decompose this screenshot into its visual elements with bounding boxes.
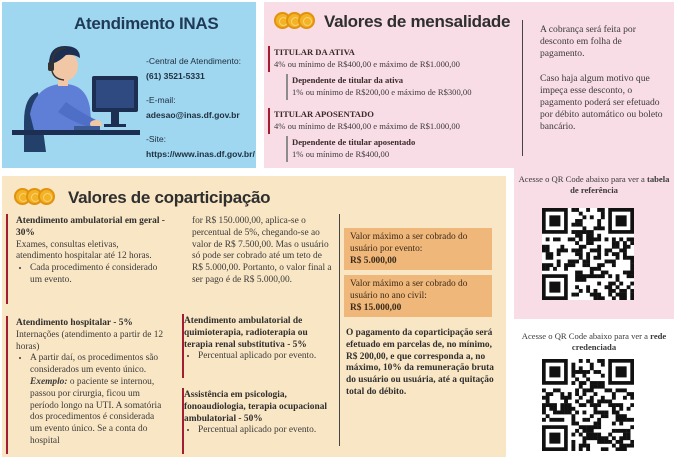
atendimento-title: Atendimento INAS — [74, 14, 219, 33]
site-link[interactable]: https://www.inas.df.gov.br/ — [146, 149, 255, 159]
max-per-year-box: Valor máximo a ser cobrado do usuário no ano civil: R$ 15.000,00 — [344, 275, 492, 317]
atendimento-panel — [2, 2, 256, 168]
coparticipacao-panel — [2, 176, 506, 457]
phone-number[interactable]: (61) 3521-5331 — [146, 71, 205, 81]
coparticipacao-title: Valores de coparticipação — [68, 188, 271, 207]
hospitalar-section: Atendimento hospitalar - 5% Internações (atendimento a partir de 12 horas) • A partir daí, os procedimentos são considerados um evento único. Exemplo: o paciente se internou, passou por cirurgia, ficou um período longo na UTI. A somatória dos procedimentos é considerada um evento único. Se a conta do hospital — [16, 318, 168, 448]
payment-text: O pagamento da coparticipação será efetuado em parcelas de, no mínimo, R$ 200,00, e que corresponda a, no máximo, 10% da remuneração bruta do usuário ou usuária, até a quitação total do débito. — [346, 328, 494, 397]
support-agent-illustration — [8, 44, 140, 164]
quimioterapia-section: Atendimento ambulatorial de quimioterapia, radioterapia ou terapia renal substitutiva - 5% • Percentual aplicado por evento. — [184, 316, 336, 363]
qr-referencia-caption: Acesse o QR Code abaixo para ver a tabela de referência — [518, 174, 670, 195]
site-label: -Site: — [146, 134, 167, 144]
max-per-event-box: Valor máximo a ser cobrado do usuário por evento: R$ 5.000,00 — [344, 228, 492, 270]
hospitalar-continuation: for R$ 150.000,00, aplica-se o percentual de 5%, chegando-se ao valor de R$ 7.500,00. Mas o usuário só pode ser cobrado até um teto de R$ 5.000,00. Portanto, o valor final a ser pago é de R$ 5.000,00. — [192, 216, 332, 285]
mensalidade-row: Dependente de titular aposentado 1% ou mínimo de R$400,00 — [292, 137, 416, 159]
qr-code-rede[interactable] — [542, 359, 634, 451]
mensalidade-row: TITULAR APOSENTADO 4% ou mínimo de R$400,00 e máximo de R$1.000,00 — [274, 109, 460, 131]
qr-code-referencia[interactable] — [542, 208, 634, 300]
central-label: -Central de Atendimento: — [146, 56, 242, 66]
mensalidade-title: Valores de mensalidade — [324, 12, 511, 31]
email-link[interactable]: adesao@inas.df.gov.br — [146, 110, 240, 120]
ambulatorial-geral-section: Atendimento ambulatorial em geral - 30% Exames, consultas eletivas, atendimento hospitalar até 12 horas. • Cada procedimento é considerado um evento. — [16, 216, 166, 287]
mensalidade-divider — [522, 20, 523, 156]
qr-rede-panel — [514, 321, 674, 457]
qr-referencia-panel — [514, 168, 674, 319]
mensalidade-panel — [264, 2, 674, 168]
qr-rede-caption: Acesse o QR Code abaixo para ver a rede credenciada — [521, 331, 667, 352]
psicologia-section: Assistência em psicologia, fonoaudiologia, terapia ocupacional ambulatorial - 50% • Percentual aplicado por evento. — [184, 390, 336, 437]
mensalidade-row: TITULAR DA ATIVA 4% ou mínimo de R$400,00 e máximo de R$1.000,00 — [274, 47, 460, 69]
mensalidade-note: A cobrança será feita por desconto em folha de pagamento. Caso haja algum motivo que impeça esse desconto, o pagamento poderá ser efetuado por débito automático ou boleto bancário. — [540, 24, 663, 133]
email-label: -E-mail: — [146, 95, 176, 105]
coparticipacao-divider — [339, 214, 340, 446]
mensalidade-row: Dependente de titular da ativa 1% ou mínimo de R$200,00 e máximo de R$300,00 — [292, 75, 472, 97]
